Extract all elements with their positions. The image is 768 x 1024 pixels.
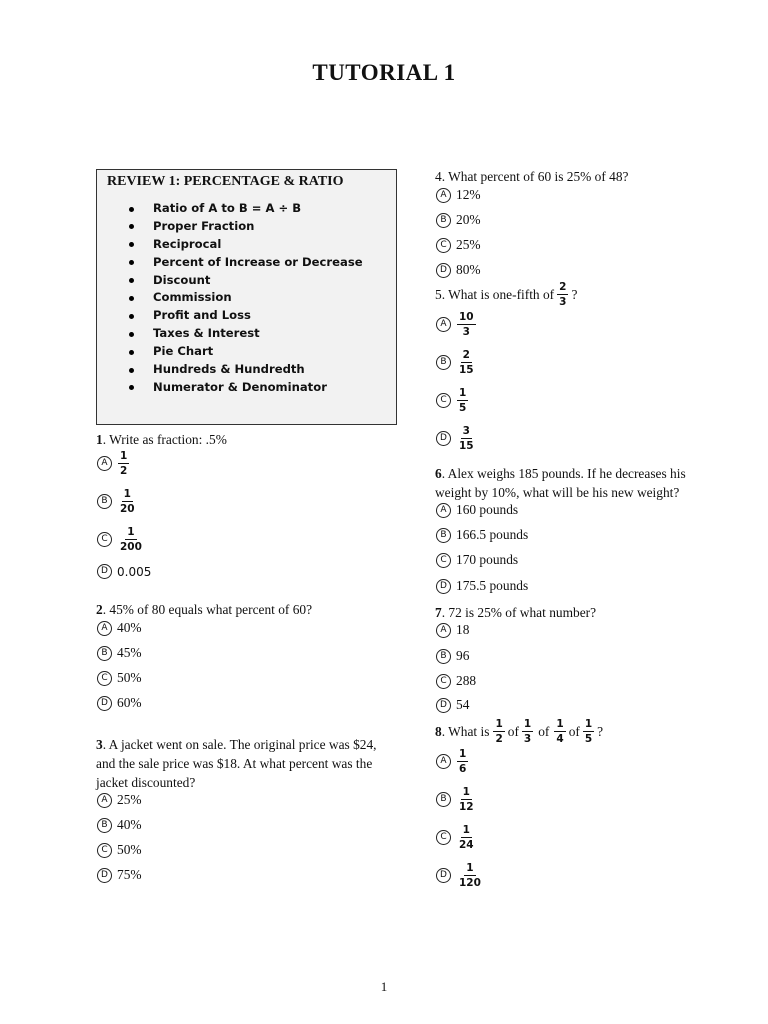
numerator: 1 xyxy=(556,718,564,730)
option-text: 40% xyxy=(117,620,142,635)
fraction xyxy=(457,349,476,376)
denominator: 3 xyxy=(523,733,532,745)
question-text: jacket discounted? xyxy=(96,775,196,790)
option-letter-circle: B xyxy=(97,646,112,661)
option-text: 160 pounds xyxy=(456,502,519,517)
question-text: . 45% of 80 equals what percent of 60? xyxy=(102,602,313,617)
review-item: Reciprocal xyxy=(127,236,363,254)
option-letter-circle: D xyxy=(436,263,451,278)
q5-option-b[interactable] xyxy=(436,349,477,376)
fraction xyxy=(457,786,476,813)
question-text: weight by 10%, what will be his new weight? xyxy=(435,485,680,500)
option-letter-circle: B xyxy=(97,494,112,509)
question-3 xyxy=(96,735,377,792)
option-letter-circle: A xyxy=(436,188,451,203)
option-letter-circle: D xyxy=(97,564,112,579)
option-text: 40% xyxy=(117,817,142,832)
q4-option-b[interactable] xyxy=(436,212,481,228)
numerator: 1 xyxy=(120,450,128,462)
denominator: 120 xyxy=(459,877,481,889)
question-2 xyxy=(96,600,312,619)
numerator: 3 xyxy=(462,425,470,437)
q1-option-c[interactable] xyxy=(97,526,145,553)
fraction xyxy=(554,718,565,745)
option-letter-circle: C xyxy=(97,671,112,686)
option-letter-circle: D xyxy=(436,698,451,713)
question-text: 5. What is one-fifth of xyxy=(435,287,555,302)
question-text: . Alex weighs 185 pounds. If he decreases his xyxy=(441,466,686,481)
review-box xyxy=(96,169,397,425)
option-letter-circle: C xyxy=(97,843,112,858)
option-letter-circle: B xyxy=(436,355,451,370)
option-text: 175.5 pounds xyxy=(456,578,529,593)
fraction xyxy=(118,450,129,477)
option-text: 80% xyxy=(456,262,481,277)
option-text: 20% xyxy=(456,212,481,227)
q7-option-c[interactable] xyxy=(436,673,476,689)
q4-option-d[interactable] xyxy=(436,262,481,278)
review-item: Proper Fraction xyxy=(127,218,363,236)
denominator: 24 xyxy=(459,839,474,851)
numerator: 1 xyxy=(127,526,135,538)
question-1 xyxy=(96,430,227,449)
denominator: 3 xyxy=(462,326,470,338)
review-item: Discount xyxy=(127,272,363,290)
question-number: 3 xyxy=(96,737,103,752)
option-text: 45% xyxy=(117,645,142,660)
numerator: 1 xyxy=(523,718,532,730)
option-text: 166.5 pounds xyxy=(456,527,529,542)
option-text: 25% xyxy=(456,237,481,252)
fraction xyxy=(583,718,594,745)
numerator: 1 xyxy=(462,824,470,836)
of-word: of xyxy=(538,724,550,739)
option-letter-circle: A xyxy=(97,456,112,471)
q7-option-b[interactable] xyxy=(436,648,469,664)
fraction xyxy=(457,425,476,452)
q7-option-a[interactable] xyxy=(436,622,469,638)
numerator: 1 xyxy=(459,387,467,399)
numerator: 1 xyxy=(462,786,470,798)
question-number: 7 xyxy=(435,605,442,620)
q2-option-b[interactable] xyxy=(97,645,142,661)
question-7 xyxy=(435,603,596,622)
option-letter-circle: D xyxy=(436,868,451,883)
numerator: 1 xyxy=(123,488,131,500)
fraction xyxy=(118,526,144,553)
option-letter-circle: C xyxy=(436,674,451,689)
q8-option-a[interactable] xyxy=(436,748,469,775)
denominator: 2 xyxy=(495,733,503,745)
of-word: of xyxy=(568,724,580,739)
numerator: 1 xyxy=(459,748,467,760)
option-letter-circle: C xyxy=(436,553,451,568)
option-letter-circle: A xyxy=(436,754,451,769)
numerator: 10 xyxy=(459,311,474,323)
option-letter-circle: A xyxy=(97,621,112,636)
denominator: 2 xyxy=(120,465,128,477)
q6-option-c[interactable] xyxy=(436,552,518,568)
option-text: 75% xyxy=(117,867,142,882)
option-letter-circle: B xyxy=(436,213,451,228)
option-letter-circle: A xyxy=(97,793,112,808)
option-letter-circle: D xyxy=(97,696,112,711)
option-letter-circle: C xyxy=(97,532,112,547)
denominator: 15 xyxy=(459,440,474,452)
option-letter-circle: C xyxy=(436,238,451,253)
review-title: REVIEW 1: PERCENTAGE & RATIO xyxy=(107,174,344,189)
fraction xyxy=(118,488,137,515)
fraction xyxy=(457,311,476,338)
review-item: Numerator & Denominator xyxy=(127,379,363,397)
fraction xyxy=(522,718,533,745)
q5-option-a[interactable] xyxy=(436,311,477,338)
option-letter-circle: D xyxy=(436,431,451,446)
q8-option-b[interactable] xyxy=(436,786,477,813)
q8-option-c[interactable] xyxy=(436,824,477,851)
option-text: 25% xyxy=(117,792,142,807)
denominator: 5 xyxy=(459,402,467,414)
denominator: 5 xyxy=(584,733,593,745)
page-title: TUTORIAL 1 xyxy=(312,60,456,85)
option-letter-circle: B xyxy=(436,649,451,664)
of-word: of xyxy=(507,724,519,739)
q6-option-d[interactable] xyxy=(436,578,528,594)
denominator: 20 xyxy=(120,503,135,515)
fraction xyxy=(457,387,468,414)
numerator: 2 xyxy=(559,281,567,293)
review-item: Commission xyxy=(127,289,363,307)
denominator: 200 xyxy=(120,541,142,553)
denominator: 12 xyxy=(459,801,474,813)
q6-option-a[interactable] xyxy=(436,502,518,518)
review-list xyxy=(127,200,363,397)
q4-option-c[interactable] xyxy=(436,237,481,253)
q2-option-c[interactable] xyxy=(97,670,142,686)
question-text: . What is xyxy=(441,724,490,739)
fraction xyxy=(457,824,476,851)
q3-option-c[interactable] xyxy=(97,842,142,858)
q4-option-a[interactable] xyxy=(436,187,481,203)
question-text: ? xyxy=(597,724,604,739)
option-letter-circle: B xyxy=(436,792,451,807)
numerator: 1 xyxy=(466,862,474,874)
q3-option-d[interactable] xyxy=(97,867,142,883)
question-number: 1 xyxy=(96,432,103,447)
question-text: . Write as fraction: .5% xyxy=(102,432,227,447)
question-text: and the sale price was $18. At what percent was the xyxy=(96,756,373,771)
option-text: 18 xyxy=(456,622,470,637)
q3-option-a[interactable] xyxy=(97,792,142,808)
fraction xyxy=(457,862,483,889)
question-5 xyxy=(435,281,577,308)
option-text: 50% xyxy=(117,842,142,857)
question-number: 8 xyxy=(435,724,442,739)
fraction xyxy=(457,748,468,775)
question-text: . 72 is 25% of what number? xyxy=(441,605,597,620)
option-letter-circle: B xyxy=(436,528,451,543)
numerator: 1 xyxy=(584,718,593,730)
q2-option-a[interactable] xyxy=(97,620,142,636)
q5-option-c[interactable] xyxy=(436,387,469,414)
option-letter-circle: D xyxy=(97,868,112,883)
review-item: Taxes & Interest xyxy=(127,325,363,343)
question-number: 2 xyxy=(96,602,103,617)
option-text: 170 pounds xyxy=(456,552,519,567)
q1-option-a[interactable] xyxy=(97,450,130,477)
option-text: 288 xyxy=(456,673,477,688)
fraction xyxy=(557,281,568,308)
question-8 xyxy=(435,718,603,745)
option-letter-circle: D xyxy=(436,579,451,594)
q6-option-b[interactable] xyxy=(436,527,528,543)
question-6 xyxy=(435,464,686,502)
option-text: 54 xyxy=(456,697,470,712)
option-letter-circle: C xyxy=(436,830,451,845)
option-letter-circle: C xyxy=(436,393,451,408)
page-number: 1 xyxy=(380,979,388,994)
numerator: 2 xyxy=(462,349,470,361)
q1-option-b[interactable] xyxy=(97,488,138,515)
denominator: 3 xyxy=(559,296,567,308)
option-text: 12% xyxy=(456,187,481,202)
fraction xyxy=(493,718,504,745)
denominator: 15 xyxy=(459,364,474,376)
option-text: 60% xyxy=(117,695,142,710)
question-4 xyxy=(435,167,629,186)
option-letter-circle: B xyxy=(97,818,112,833)
review-item: Percent of Increase or Decrease xyxy=(127,254,363,272)
denominator: 6 xyxy=(459,763,467,775)
question-text: . A jacket went on sale. The original price was $24, xyxy=(102,737,377,752)
option-text: 96 xyxy=(456,648,470,663)
denominator: 4 xyxy=(556,733,564,745)
question-number: 6 xyxy=(435,466,442,481)
numerator: 1 xyxy=(495,718,503,730)
q1-option-d[interactable] xyxy=(97,564,151,579)
q3-option-b[interactable] xyxy=(97,817,142,833)
option-letter-circle: A xyxy=(436,623,451,638)
q2-option-d[interactable] xyxy=(97,695,142,711)
review-item: Hundreds & Hundredth xyxy=(127,361,363,379)
option-text: 0.005 xyxy=(117,564,152,579)
option-text: 50% xyxy=(117,670,142,685)
q8-option-d[interactable] xyxy=(436,862,484,889)
review-item: Ratio of A to B = A ÷ B xyxy=(127,200,363,218)
q5-option-d[interactable] xyxy=(436,425,477,452)
question-text: ? xyxy=(571,287,578,302)
review-item: Profit and Loss xyxy=(127,307,363,325)
question-text: 4. What percent of 60 is 25% of 48? xyxy=(435,169,629,184)
review-item: Pie Chart xyxy=(127,343,363,361)
option-letter-circle: A xyxy=(436,317,451,332)
option-letter-circle: A xyxy=(436,503,451,518)
q7-option-d[interactable] xyxy=(436,697,469,713)
